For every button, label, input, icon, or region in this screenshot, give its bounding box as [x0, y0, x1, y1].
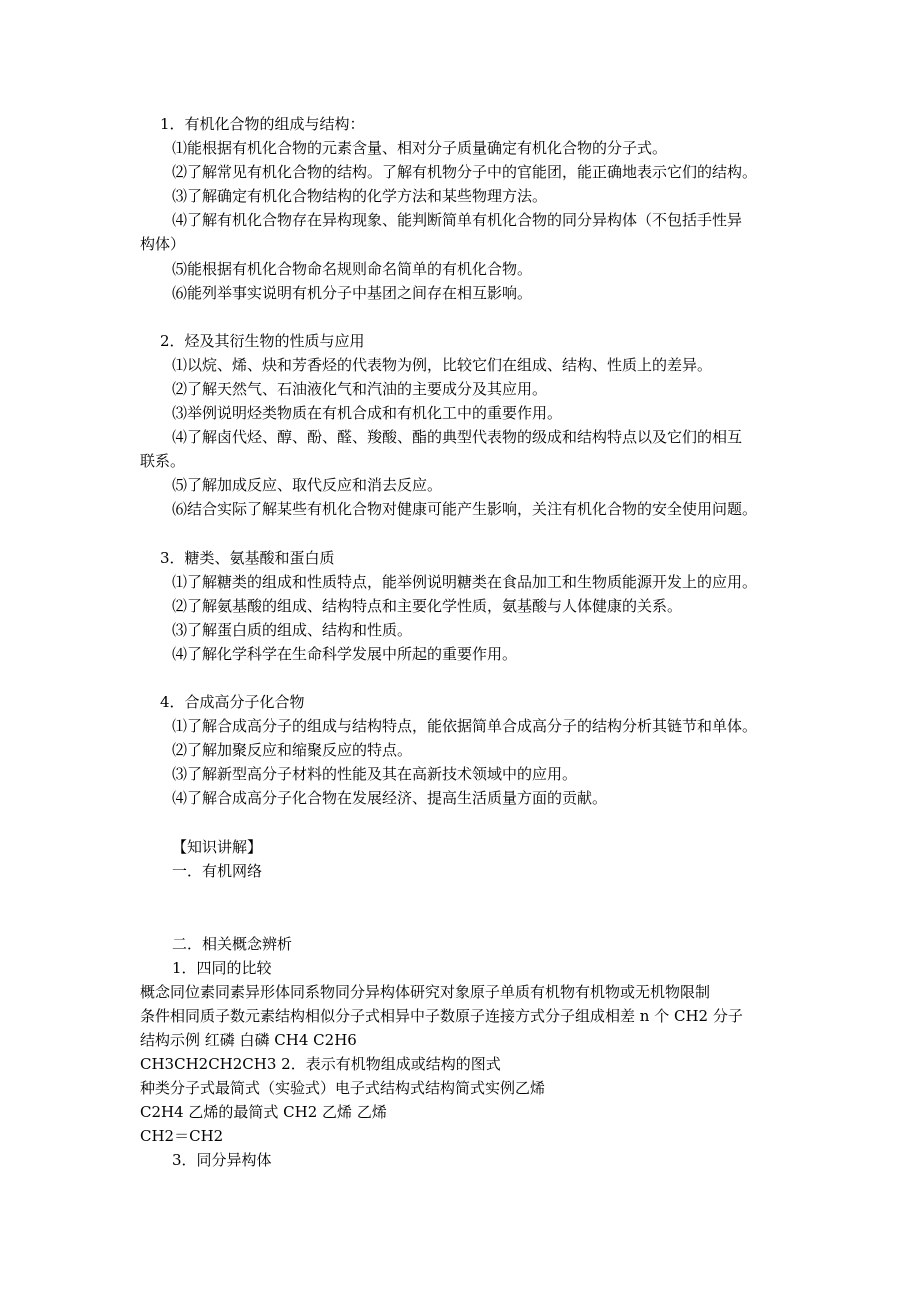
subsection-3-heading: 3．同分异构体: [172, 1151, 272, 1169]
section-4-item-2: ⑵了解加聚反应和缩聚反应的特点。: [172, 741, 413, 759]
part-1-heading: 一．有机网络: [172, 862, 263, 880]
knowledge-heading: 【知识讲解】: [172, 838, 263, 856]
section-3-item-3: ⑶了解蛋白质的组成、结构和性质。: [172, 621, 413, 639]
table-text-line-4: CH3CH2CH2CH3 2．表示有机物组成或结构的图式: [140, 1055, 501, 1073]
section-2-item-4-cont: 联系。: [140, 452, 186, 470]
table-text-line-6: C2H4 乙烯的最简式 CH2 乙烯 乙烯: [140, 1103, 387, 1121]
section-2-item-3: ⑶举例说明烃类物质在有机合成和有机化工中的重要作用。: [172, 404, 563, 422]
table-text-line-5: 种类分子式最简式（实验式）电子式结构式结构简式实例乙烯: [140, 1079, 546, 1097]
section-1-item-2: ⑵了解常见有机化合物的结构。了解有机物分子中的官能团，能正确地表示它们的结构。: [172, 163, 758, 181]
section-1-item-1: ⑴能根据有机化合物的元素含量、相对分子质量确定有机化合物的分子式。: [172, 139, 668, 157]
subsection-1-heading: 1．四同的比较: [172, 959, 272, 977]
section-1-item-3: ⑶了解确定有机化合物结构的化学方法和某些物理方法。: [172, 187, 548, 205]
section-2-item-5: ⑸了解加成反应、取代反应和消去反应。: [172, 476, 443, 494]
section-2-item-2: ⑵了解天然气、石油液化气和汽油的主要成分及其应用。: [172, 380, 548, 398]
table-text-line-1: 概念同位素同素异形体同系物同分异构体研究对象原子单质有机物有机物或无机物限制: [140, 983, 711, 1001]
table-text-line-3: 结构示例 红磷 白磷 CH4 C2H6: [140, 1031, 357, 1049]
section-3-item-4: ⑷了解化学科学在生命科学发展中所起的重要作用。: [172, 645, 518, 663]
section-2-item-6: ⑹结合实际了解某些有机化合物对健康可能产生影响，关注有机化合物的安全使用问题。: [172, 500, 758, 518]
section-4-item-3: ⑶了解新型高分子材料的性能及其在高新技术领域中的应用。: [172, 765, 578, 783]
section-1-item-5: ⑸能根据有机化合物命名规则命名简单的有机化合物。: [172, 260, 533, 278]
section-2-title: 2．烃及其衍生物的性质与应用: [160, 332, 365, 350]
section-1-item-4-cont: 构体）: [140, 235, 186, 253]
table-text-line-2: 条件相同质子数元素结构相似分子式相异中子数原子连接方式分子组成相差 n 个 CH2 分子: [140, 1007, 743, 1025]
part-2-heading: 二．相关概念辨析: [172, 935, 293, 953]
section-1-title: 1．有机化合物的组成与结构：: [160, 115, 365, 133]
section-1-item-6: ⑹能列举事实说明有机分子中基团之间存在相互影响。: [172, 284, 533, 302]
table-text-line-7: CH2＝CH2: [140, 1127, 224, 1145]
section-2-item-4: ⑷了解卤代烃、醇、酚、醛、羧酸、酯的典型代表物的级成和结构特点以及它们的相互: [172, 428, 743, 446]
section-1-item-4: ⑷了解有机化合物存在异构现象、能判断简单有机化合物的同分异构体（不包括手性异: [172, 211, 743, 229]
section-3-item-2: ⑵了解氨基酸的组成、结构特点和主要化学性质，氨基酸与人体健康的关系。: [172, 597, 683, 615]
section-2-item-1: ⑴以烷、烯、炔和芳香烃的代表物为例，比较它们在组成、结构、性质上的差异。: [172, 356, 713, 374]
section-3-title: 3．糖类、氨基酸和蛋白质: [160, 549, 335, 567]
section-4-item-1: ⑴了解合成高分子的组成与结构特点，能依据简单合成高分子的结构分析其链节和单体。: [172, 717, 758, 735]
section-4-title: 4．合成高分子化合物: [160, 693, 305, 711]
section-4-item-4: ⑷了解合成高分子化合物在发展经济、提高生活质量方面的贡献。: [172, 789, 608, 807]
section-3-item-1: ⑴了解糖类的组成和性质特点，能举例说明糖类在食品加工和生物质能源开发上的应用。: [172, 573, 758, 591]
